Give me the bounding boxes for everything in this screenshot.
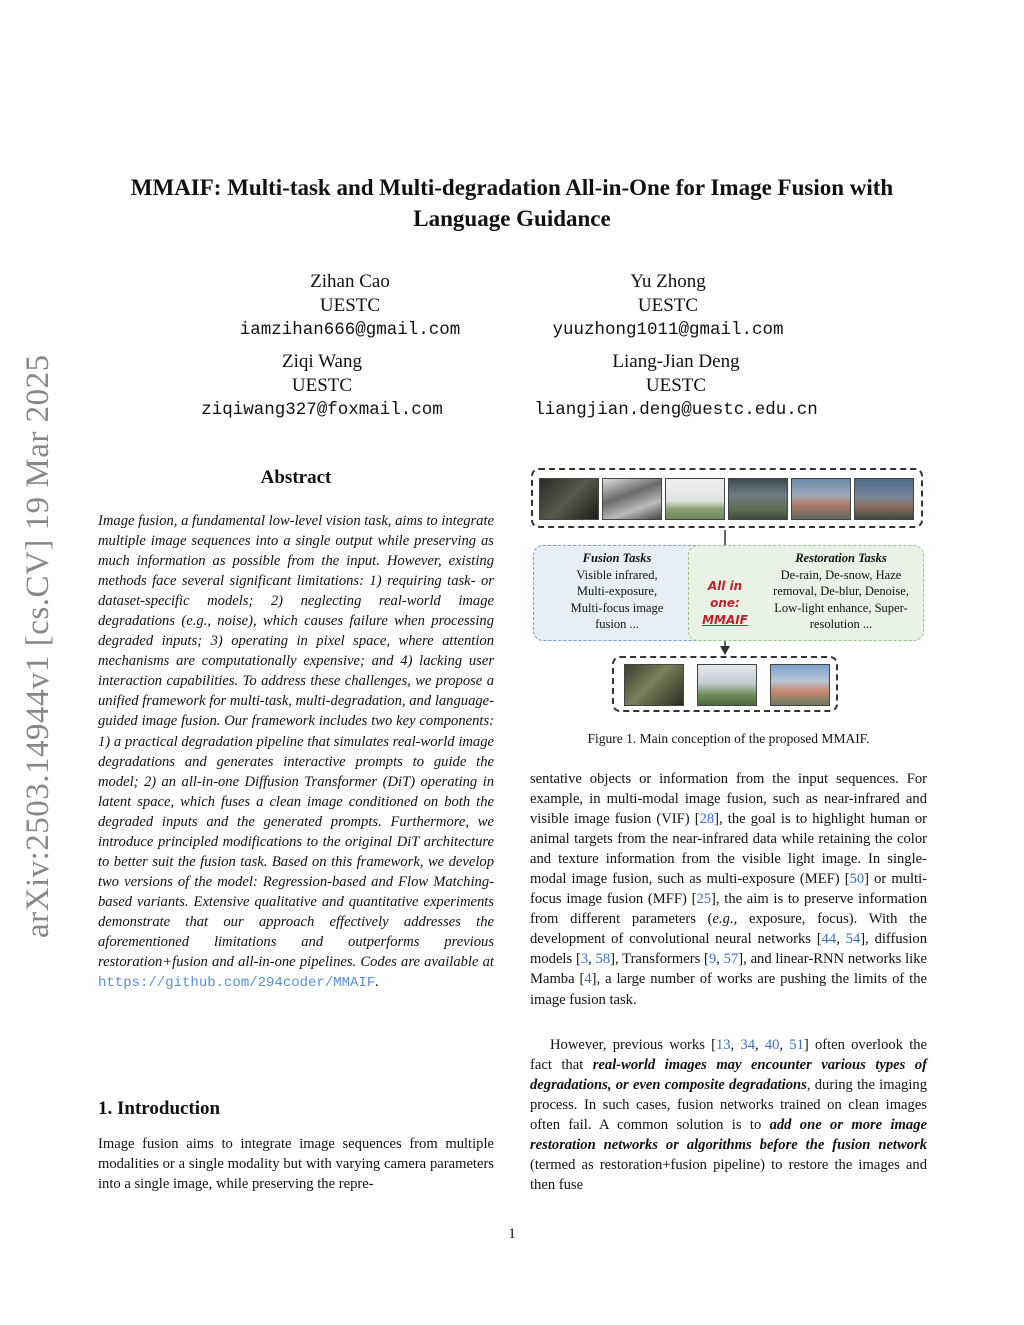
citation-link[interactable]: 50 xyxy=(849,871,865,888)
author-affiliation: UESTC xyxy=(637,295,699,316)
text-run: ] or multi-focus image fusion (MFF) [ xyxy=(530,871,927,908)
text-run: , during the imaging process. In such cases, fusion networks trained on clean images often fail. A common solution is to xyxy=(530,1077,927,1134)
emphasis-text: real-world images may encounter various types of degradations, or even composite degradations xyxy=(530,1057,927,1094)
text-run: (termed as restoration+fusion pipeline) to restore the images and then fuse xyxy=(530,1157,927,1194)
restoration-task-line: Low-light enhance, Super- xyxy=(774,600,908,615)
citation-link[interactable]: 3 xyxy=(580,951,589,968)
author-block-2 xyxy=(488,270,848,342)
text-run: , xyxy=(588,951,596,968)
intro-heading: 1. Introduction xyxy=(98,1098,221,1119)
input-image-thumbnail xyxy=(539,478,599,520)
citation-link[interactable]: 4 xyxy=(584,971,592,988)
intro-paragraph: Image fusion aims to integrate image sequences from multiple modalities or a single modality but with varying camera parameters into a single image, while preserving the repre- xyxy=(98,1136,494,1193)
abstract-body: Image fusion, a fundamental low-level vision task, aims to integrate multiple image sequences into a single output while preserving as much information as possible from the input. However, existing methods face several significant limitations: 1) requiring task- or dataset-specific models; 2) neglecting real-world image degradations (e.g., noise), which causes failure when processing degraded inputs; 3) operating in pixel space, where attention mechanisms are computationally expensive; and 4) lacking user interaction capabilities. To address these challenges, we propose a unified framework for multi-task, multi-degradation, and language-guided image fusion. Our framework includes two key components: 1) a practical degradation pipeline that simulates real-world image degradations and generates interactive prompts to guide the model; 2) an all-in-one Diffusion Transformer (DiT) operating in latent space, which fuses a clean image conditioned on both the degraded inputs and the generated prompts. Furthermore, we introduce principled modifications to the original DiT architecture to better suit the fusion task. Based on this framework, we develop two versions of the model: Regression-based and Flow Matching-based variants. Extensive qualitative and quantitative experiments demonstrate that our approach effectively addresses the aforementioned limitations and outperforms previous restoration+fusion and all-in-one pipelines. Codes are available at https://github.com/294coder/MMAIF. xyxy=(98,513,495,992)
author-block-3 xyxy=(142,350,502,422)
abstract-text: Image fusion, a fundamental low-level vision task, aims to integrate multiple image sequences into a single output while preserving as much information as possible from the input. However, existing methods face several significant limitations: 1) requiring task- or dataset-specific models; 2) neglecting real-world image degradations (e.g., noise), which causes failure when processing degraded inputs; 3) operating in pixel space, where attention mechanisms are computationally expensive; and 4) lacking user interaction capabilities. To address these challenges, we propose a unified framework for multi-task, multi-degradation, and language-guided image fusion. Our framework includes two key components: 1) a practical degradation pipeline that simulates real-world image degradations and generates interactive prompts to guide the model; 2) an all-in-one Diffusion Transformer (DiT) operating in latent space, which fuses a clean image conditioned on both the degraded inputs and the generated prompts. Furthermore, we introduce principled modifications to the original DiT architecture to better suit the fusion task. Based on this framework, we develop two versions of the model: Regression-based and Flow Matching-based variants. Extensive qualitative and quantitative experiments demonstrate that our approach effectively addresses the aforementioned limitations and outperforms previous restoration+fusion and all-in-one pipelines. Codes are available at xyxy=(98,513,495,971)
text-run: e.g. xyxy=(712,911,734,928)
arxiv-identifier: arXiv:2503.14944v1 [cs.CV] 19 Mar 2025 xyxy=(20,354,56,938)
code-link[interactable]: https://github.com/294coder/MMAIF xyxy=(98,975,376,992)
arrowhead-output xyxy=(720,646,730,655)
citation-link[interactable]: 44 xyxy=(821,931,837,948)
mmaif-center-label xyxy=(692,578,758,629)
author-email[interactable]: liangjian.deng@uestc.edu.cn xyxy=(534,400,818,420)
citation-link[interactable]: 9 xyxy=(708,951,717,968)
author-affiliation: UESTC xyxy=(291,375,353,396)
citation-link[interactable]: 28 xyxy=(699,811,715,828)
text-run: ], the aim is to preserve information from different parameters ( xyxy=(530,891,927,928)
text-run: ], and linear-RNN networks like Mamba [ xyxy=(530,951,927,988)
restoration-task-line: removal, De-blur, Denoise, xyxy=(773,584,909,598)
figure-caption: Figure 1. Main conception of the proposed MMAIF. xyxy=(587,731,870,746)
author-name: Yu Zhong xyxy=(630,271,706,292)
author-email[interactable]: yuuzhong1011@gmail.com xyxy=(552,320,784,340)
fusion-tasks-title: Fusion Tasks xyxy=(582,551,652,565)
author-name: Zihan Cao xyxy=(310,271,390,292)
abstract-heading: Abstract xyxy=(260,467,332,488)
text-run: , exposure, focus). With the development of convolutional neural networks [ xyxy=(530,911,927,948)
author-block-4 xyxy=(496,350,856,422)
text-run: ] often overlook the fact that xyxy=(530,1037,928,1074)
right-paragraph-2 xyxy=(530,1035,927,1195)
text-run: , xyxy=(716,951,724,968)
emphasis-text: add one or more image restoration networks or algorithms before the fusion network xyxy=(530,1117,927,1154)
paper-title xyxy=(90,172,934,234)
title-line-2: Language Guidance xyxy=(413,206,611,231)
input-image-thumbnail xyxy=(791,478,851,520)
text-run: sentative objects or information from the input sequences. For example, in multi-modal image fusion, such as near-infrared and visible image fusion (VIF) [ xyxy=(530,771,927,828)
output-image-thumbnail xyxy=(624,664,684,706)
text-run: ], Transformers [ xyxy=(610,951,709,968)
output-image-thumbnail xyxy=(770,664,830,706)
text-run: ], diffusion models [ xyxy=(530,931,928,968)
page-number: 1 xyxy=(508,1226,516,1242)
input-image-thumbnail xyxy=(854,478,914,520)
restoration-tasks-title: Restoration Tasks xyxy=(795,551,887,565)
mmaif-label-line2: MMAIF xyxy=(702,613,748,627)
author-affiliation: UESTC xyxy=(645,375,707,396)
citation-link[interactable]: 25 xyxy=(696,891,712,908)
fusion-task-line: Visible infrared, xyxy=(576,567,658,582)
text-run: , xyxy=(779,1037,790,1053)
author-name: Liang-Jian Deng xyxy=(612,351,740,372)
fusion-task-line: Multi-exposure, xyxy=(576,584,658,598)
text-run: ], a large number of works are pushing the limits of the image fusion task. xyxy=(530,971,928,1008)
output-image-thumbnail xyxy=(697,664,757,706)
right-paragraph-1 xyxy=(530,769,927,1010)
input-image-thumbnail xyxy=(602,478,662,520)
restoration-task-line: resolution ... xyxy=(809,617,873,631)
mmaif-label-line1: All in one: xyxy=(707,579,743,610)
restoration-tasks-text xyxy=(759,550,923,633)
author-name: Ziqi Wang xyxy=(282,351,362,372)
fusion-task-line: Multi-focus image xyxy=(570,600,664,615)
text-run: ], the goal is to highlight human or animal targets from the near-infrared data while retaining the color and texture information from the visible light image. In single-modal image fusion, such as multi-exposure (MEF) [ xyxy=(530,811,927,888)
citation-link[interactable]: 40 xyxy=(764,1037,780,1053)
citation-link[interactable]: 58 xyxy=(595,951,611,968)
title-line-1: MMAIF: Multi-task and Multi-degradation All-in-One for Image Fusion with xyxy=(130,175,894,200)
author-email[interactable]: iamzihan666@gmail.com xyxy=(239,320,461,340)
text-run: However, previous works [ xyxy=(550,1037,716,1053)
citation-link[interactable]: 54 xyxy=(845,931,861,948)
input-image-thumbnail xyxy=(665,478,725,520)
author-email[interactable]: ziqiwang327@foxmail.com xyxy=(201,400,443,420)
fusion-task-line: fusion ... xyxy=(595,617,639,631)
citation-link[interactable]: 51 xyxy=(789,1037,804,1053)
citation-link[interactable]: 34 xyxy=(740,1037,755,1053)
figure-output-images xyxy=(612,656,838,712)
citation-link[interactable]: 13 xyxy=(715,1037,731,1053)
fusion-tasks-text xyxy=(538,550,696,633)
citation-link[interactable]: 57 xyxy=(723,951,739,968)
text-run: , xyxy=(730,1037,741,1053)
restoration-task-line: De-rain, De-snow, Haze xyxy=(780,567,902,582)
figure-input-images xyxy=(531,468,923,528)
input-image-thumbnail xyxy=(728,478,788,520)
text-run: , xyxy=(836,931,846,948)
author-block-1 xyxy=(170,270,530,342)
text-run: , xyxy=(754,1037,765,1053)
author-affiliation: UESTC xyxy=(319,295,381,316)
